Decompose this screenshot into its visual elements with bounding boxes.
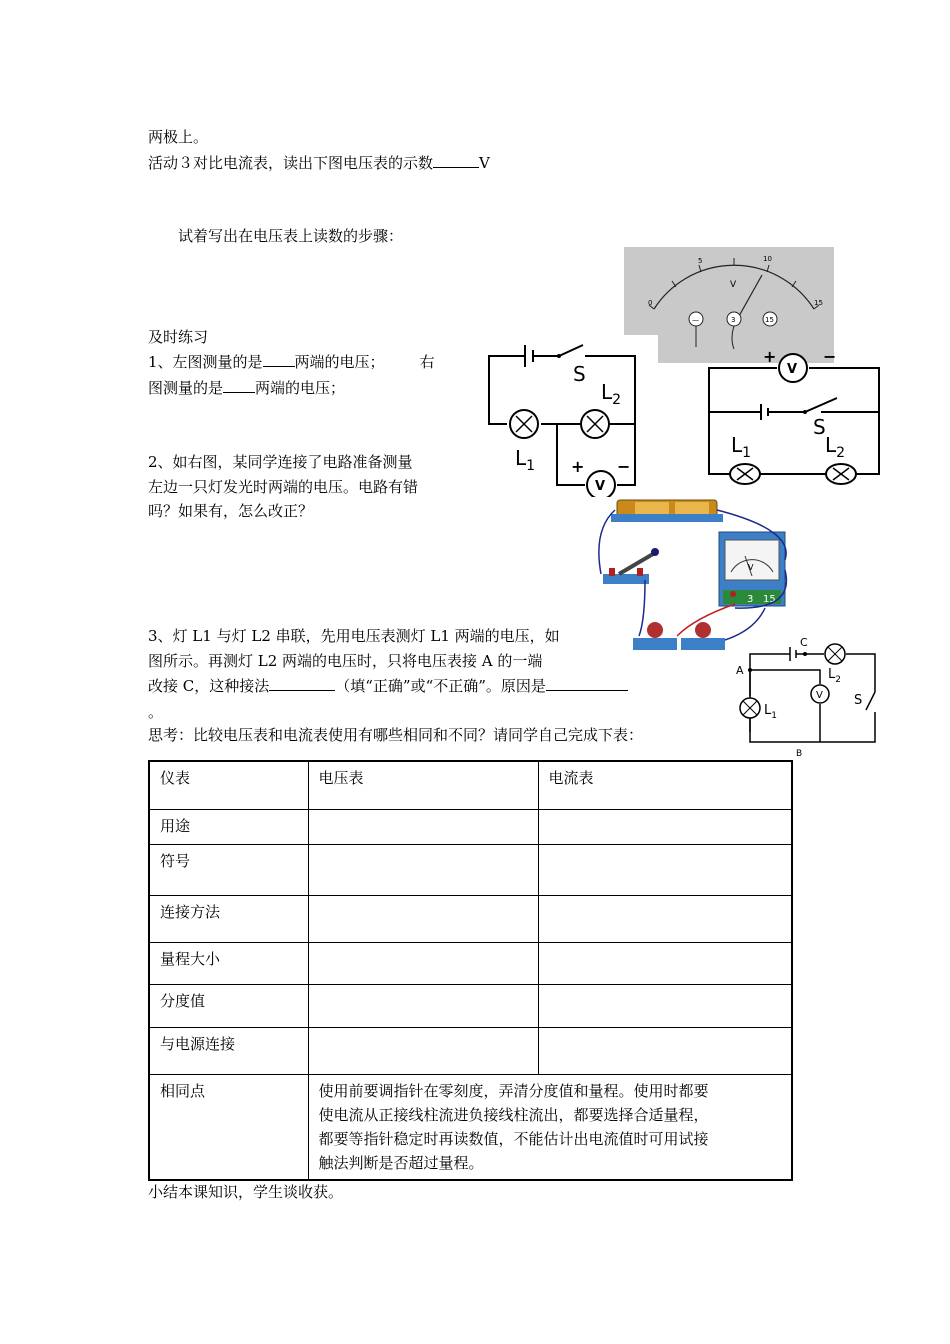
q1-text-e: 两端的电压； bbox=[255, 379, 346, 397]
activity-3-text: 活动３对比电流表，读出下图电压表的示数 bbox=[148, 154, 434, 172]
switch-component bbox=[603, 548, 659, 584]
dial-tick-5: 5 bbox=[698, 257, 703, 265]
table-row bbox=[149, 1027, 792, 1074]
photo-terminal-15: 15 bbox=[763, 594, 776, 605]
table-row bbox=[149, 895, 792, 942]
table-row bbox=[149, 1074, 792, 1180]
table-cell-ammeter[interactable] bbox=[538, 1027, 792, 1074]
lamp-l1-icon bbox=[510, 410, 538, 438]
think-prompt: 思考：比较电压表和电流表使用有哪些相同和不同？请同学自己完成下表： bbox=[148, 726, 644, 744]
lamp-l2-icon bbox=[826, 464, 856, 484]
terminal-15-label: 15 bbox=[765, 316, 774, 324]
table-row bbox=[149, 942, 792, 984]
table-header-cell: 电流表 bbox=[538, 761, 792, 809]
node-c-label: C bbox=[800, 636, 808, 649]
table-header-cell: 仪表 bbox=[149, 761, 308, 809]
comparison-table bbox=[148, 760, 793, 1181]
question-1-line-2 bbox=[148, 376, 345, 400]
table-row-label: 与电源连接 bbox=[149, 1027, 308, 1074]
table-cell-ammeter[interactable] bbox=[538, 809, 792, 844]
circuit-diagram-right bbox=[705, 348, 885, 488]
common-points-cell bbox=[308, 1074, 792, 1180]
voltmeter-photo bbox=[719, 532, 785, 606]
q1-text-b: 两端的电压； bbox=[294, 353, 385, 371]
q1-text-c: 右 bbox=[419, 353, 435, 371]
q3-text-c2: （填“正确”或“不正确”。原因是 bbox=[335, 677, 546, 695]
table-header-cell: 电压表 bbox=[308, 761, 538, 809]
svg-text:V: V bbox=[595, 479, 606, 494]
table-cell-ammeter[interactable] bbox=[538, 895, 792, 942]
voltmeter-minus: − bbox=[823, 348, 837, 366]
table-cell-ammeter[interactable] bbox=[538, 984, 792, 1027]
lamp-l2-label: $L_2$ bbox=[825, 433, 846, 461]
question-2-line-3: 吗？如果有，怎么改正？ bbox=[148, 502, 314, 520]
table-cell-ammeter[interactable] bbox=[538, 942, 792, 984]
lamp-l2-label: $L_2$ bbox=[601, 380, 622, 408]
common-points-line-3: 都要等指针稳定时再读数值，不能估计出电流值时可用试接 bbox=[318, 1129, 709, 1148]
table-cell-voltmeter[interactable] bbox=[308, 1027, 538, 1074]
voltmeter-plus: + bbox=[571, 457, 585, 476]
table-row-label: 符号 bbox=[149, 844, 308, 895]
voltmeter-plus: + bbox=[763, 348, 777, 366]
svg-text:V: V bbox=[748, 563, 754, 572]
common-points-line-4: 触法判断是否超过量程。 bbox=[318, 1153, 484, 1172]
photo-terminal-3: 3 bbox=[747, 594, 754, 605]
switch-label: S bbox=[813, 415, 826, 439]
node-a-label: A bbox=[736, 664, 744, 677]
battery-holder bbox=[611, 500, 723, 522]
lamp-l2-icon bbox=[581, 410, 609, 438]
dial-tick-10: 10 bbox=[763, 255, 772, 263]
voltage-reading-blank[interactable] bbox=[433, 151, 479, 168]
table-row-label: 相同点 bbox=[149, 1074, 308, 1180]
reading-steps-prompt: 试着写出在电压表上读数的步骤： bbox=[178, 227, 404, 245]
question-3-line-4: 。 bbox=[148, 703, 164, 721]
switch-label: S bbox=[854, 693, 863, 708]
lamp-l2-label: $L_2$ bbox=[828, 667, 841, 685]
dial-tick-0: 0 bbox=[648, 299, 653, 307]
activity-3-line bbox=[148, 151, 490, 175]
table-cell-voltmeter[interactable] bbox=[308, 942, 538, 984]
lamp-l1-icon bbox=[730, 464, 760, 484]
circuit-diagram-left bbox=[485, 337, 665, 497]
lamp-l2-icon bbox=[825, 644, 845, 664]
q3-reason-blank[interactable] bbox=[546, 674, 628, 691]
table-row bbox=[149, 809, 792, 844]
table-cell-ammeter[interactable] bbox=[538, 844, 792, 895]
q1-text-d: 图测量的是 bbox=[148, 379, 224, 397]
voltmeter-icon bbox=[811, 685, 829, 703]
common-points-line-2: 使电流从正接线柱流进负接线柱流出，都要选择合适量程， bbox=[318, 1105, 709, 1124]
table-row bbox=[149, 844, 792, 895]
voltmeter-icon bbox=[779, 354, 807, 382]
lamp-holders-photo bbox=[633, 622, 725, 650]
table-row-label: 量程大小 bbox=[149, 942, 308, 984]
lamp-l1-label: $L_1$ bbox=[764, 703, 777, 721]
switch-label: S bbox=[573, 362, 586, 386]
table-row-label: 用途 bbox=[149, 809, 308, 844]
circuit-diagram-q3 bbox=[720, 632, 888, 758]
svg-text:V: V bbox=[816, 690, 823, 701]
table-cell-voltmeter[interactable] bbox=[308, 984, 538, 1027]
table-row bbox=[149, 761, 792, 809]
q3-text-c1: 改接 C，这种接法 bbox=[148, 677, 270, 695]
q3-correct-blank[interactable] bbox=[269, 674, 335, 691]
table-row-label: 分度值 bbox=[149, 984, 308, 1027]
common-points-line-1: 使用前要调指针在零刻度，弄清分度值和量程。使用时都要 bbox=[318, 1081, 709, 1100]
svg-text:V: V bbox=[787, 362, 798, 377]
terminal-minus-label: — bbox=[692, 316, 699, 324]
voltmeter-minus: − bbox=[617, 457, 631, 476]
lamp-l1-icon bbox=[740, 698, 760, 718]
question-3-line-1: 3、灯 L1 与灯 L2 串联，先用电压表测灯 L1 两端的电压，如 bbox=[148, 627, 560, 645]
q1-text-a: 1、左图测量的是 bbox=[148, 353, 263, 371]
q1-blank-left[interactable] bbox=[263, 350, 295, 367]
table-row-label: 连接方法 bbox=[149, 895, 308, 942]
question-2-line-1: 2、如右图，某同学连接了电路准备测量 bbox=[148, 453, 413, 471]
question-1-line-1 bbox=[148, 350, 435, 374]
table-cell-voltmeter[interactable] bbox=[308, 809, 538, 844]
table-row bbox=[149, 984, 792, 1027]
question-3-line-2: 图所示。再测灯 L2 两端的电压时，只将电压表接 A 的一端 bbox=[148, 652, 543, 670]
question-2-line-2: 左边一只灯发光时两端的电压。电路有错 bbox=[148, 478, 419, 496]
activity-3-unit: V bbox=[479, 154, 490, 172]
q1-blank-right[interactable] bbox=[223, 376, 255, 393]
lamp-l1-label: $L_1$ bbox=[731, 433, 752, 461]
summary-line: 小结本课知识，学生谈收获。 bbox=[148, 1183, 344, 1201]
lamp-l1-label: $L_1$ bbox=[515, 446, 536, 474]
question-3-line-3 bbox=[148, 674, 628, 698]
terminal-3-label: 3 bbox=[731, 316, 736, 324]
dial-unit: V bbox=[730, 280, 737, 290]
table-cell-voltmeter[interactable] bbox=[308, 895, 538, 942]
node-b-label: B bbox=[796, 749, 803, 758]
dial-tick-15: 15 bbox=[814, 299, 823, 307]
practice-heading: 及时练习 bbox=[148, 328, 209, 346]
table-cell-voltmeter[interactable] bbox=[308, 844, 538, 895]
text-line-1: 两极上。 bbox=[148, 128, 209, 146]
